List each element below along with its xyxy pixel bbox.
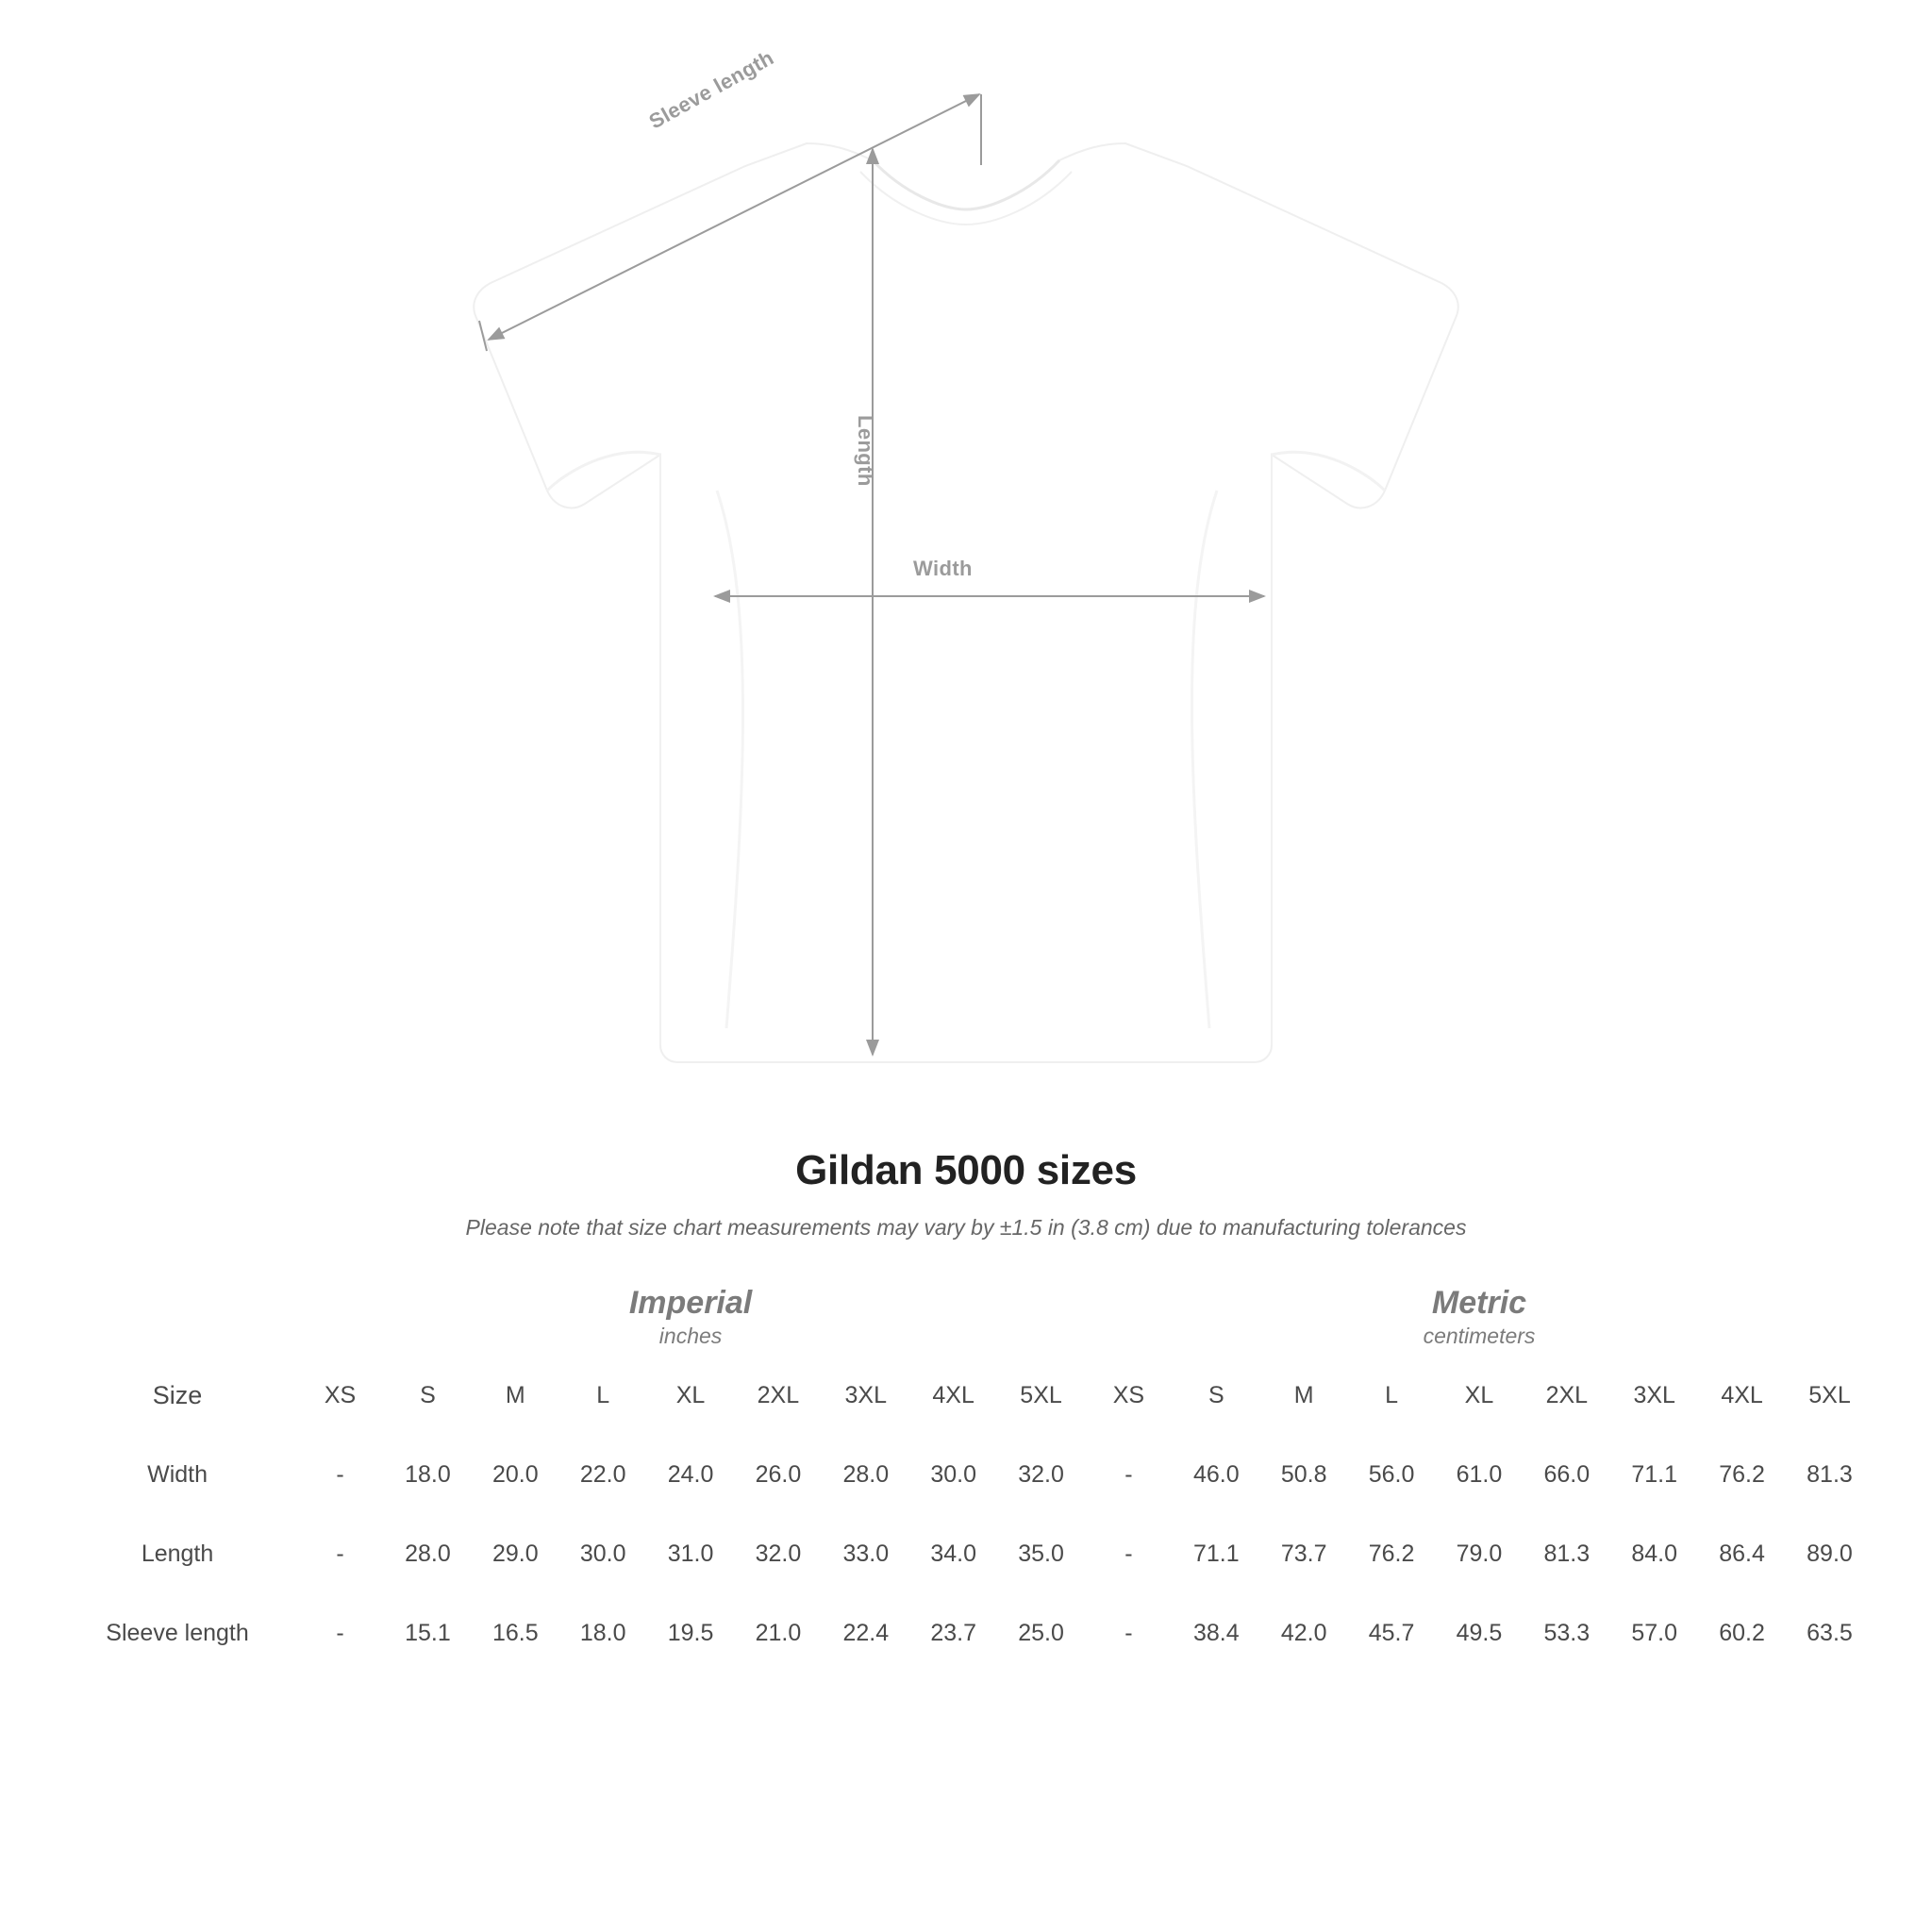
cell-length-imperial-4xl: 34.0 (909, 1514, 997, 1593)
cell-width-metric-xs: - (1085, 1435, 1173, 1514)
cell-length-imperial-s: 28.0 (384, 1514, 472, 1593)
cell-width-imperial-m: 20.0 (472, 1435, 559, 1514)
cell-length-metric-4xl: 86.4 (1698, 1514, 1786, 1593)
size-header-imperial-2xl: 2XL (734, 1356, 822, 1435)
cell-length-imperial-2xl: 32.0 (734, 1514, 822, 1593)
cell-sleeve-imperial-4xl: 23.7 (909, 1593, 997, 1673)
cell-width-metric-2xl: 66.0 (1523, 1435, 1610, 1514)
cell-sleeve-metric-2xl: 53.3 (1523, 1593, 1610, 1673)
cell-sleeve-metric-xl: 49.5 (1436, 1593, 1524, 1673)
table-row (58, 1514, 1874, 1593)
size-header-imperial-4xl: 4XL (909, 1356, 997, 1435)
size-header-metric-s: S (1173, 1356, 1260, 1435)
row-label-width: Width (58, 1435, 296, 1514)
sleeve-length-label: Sleeve length (644, 45, 778, 134)
cell-sleeve-metric-3xl: 57.0 (1610, 1593, 1698, 1673)
cell-length-metric-2xl: 81.3 (1523, 1514, 1610, 1593)
cell-length-imperial-5xl: 35.0 (997, 1514, 1085, 1593)
size-table-wrapper (58, 1276, 1874, 1673)
unit-header-metric (1085, 1276, 1874, 1356)
size-header-imperial-xl: XL (647, 1356, 735, 1435)
cell-sleeve-metric-xs: - (1085, 1593, 1173, 1673)
size-header-imperial-s: S (384, 1356, 472, 1435)
cell-length-metric-l: 76.2 (1348, 1514, 1436, 1593)
size-table (58, 1276, 1874, 1673)
table-row (58, 1435, 1874, 1514)
cell-sleeve-imperial-3xl: 22.4 (822, 1593, 909, 1673)
cell-sleeve-metric-s: 38.4 (1173, 1593, 1260, 1673)
size-header-imperial-3xl: 3XL (822, 1356, 909, 1435)
cell-sleeve-imperial-xs: - (296, 1593, 384, 1673)
unit-header-row (58, 1276, 1874, 1356)
size-header-imperial-m: M (472, 1356, 559, 1435)
cell-width-metric-s: 46.0 (1173, 1435, 1260, 1514)
cell-width-metric-5xl: 81.3 (1786, 1435, 1874, 1514)
cell-width-metric-l: 56.0 (1348, 1435, 1436, 1514)
row-label-sleeve-length: Sleeve length (58, 1593, 296, 1673)
cell-width-metric-3xl: 71.1 (1610, 1435, 1698, 1514)
cell-sleeve-metric-5xl: 63.5 (1786, 1593, 1874, 1673)
size-header-metric-5xl: 5XL (1786, 1356, 1874, 1435)
cell-length-metric-5xl: 89.0 (1786, 1514, 1874, 1593)
cell-width-imperial-l: 22.0 (559, 1435, 647, 1514)
cell-length-imperial-l: 30.0 (559, 1514, 647, 1593)
cell-sleeve-imperial-s: 15.1 (384, 1593, 472, 1673)
cell-width-imperial-2xl: 26.0 (734, 1435, 822, 1514)
size-header-metric-m: M (1260, 1356, 1348, 1435)
cell-width-imperial-s: 18.0 (384, 1435, 472, 1514)
tolerance-note: Please note that size chart measurements may vary by ±1.5 in (3.8 cm) due to manufacturing tolerances (465, 1215, 1467, 1240)
title-block (0, 1147, 1932, 1241)
size-header-imperial-xs: XS (296, 1356, 384, 1435)
unit-header-imperial (296, 1276, 1085, 1356)
size-header-metric-4xl: 4XL (1698, 1356, 1786, 1435)
cell-sleeve-imperial-l: 18.0 (559, 1593, 647, 1673)
cell-width-metric-4xl: 76.2 (1698, 1435, 1786, 1514)
cell-width-imperial-xs: - (296, 1435, 384, 1514)
length-label: Length (854, 415, 877, 487)
tshirt-shape (474, 143, 1457, 1062)
size-header-metric-3xl: 3XL (1610, 1356, 1698, 1435)
cell-length-imperial-xl: 31.0 (647, 1514, 735, 1593)
size-header-metric-xl: XL (1436, 1356, 1524, 1435)
cell-width-imperial-3xl: 28.0 (822, 1435, 909, 1514)
size-header-row (58, 1356, 1874, 1435)
size-header-imperial-l: L (559, 1356, 647, 1435)
cell-width-metric-xl: 61.0 (1436, 1435, 1524, 1514)
size-header-imperial-5xl: 5XL (997, 1356, 1085, 1435)
cell-width-imperial-4xl: 30.0 (909, 1435, 997, 1514)
cell-length-imperial-xs: - (296, 1514, 384, 1593)
unit-header-spacer (58, 1276, 296, 1356)
cell-width-imperial-5xl: 32.0 (997, 1435, 1085, 1514)
size-header-metric-l: L (1348, 1356, 1436, 1435)
page-title: Gildan 5000 sizes (795, 1147, 1137, 1193)
unit-imperial-sub: inches (658, 1323, 723, 1348)
cell-length-metric-3xl: 84.0 (1610, 1514, 1698, 1593)
cell-sleeve-imperial-5xl: 25.0 (997, 1593, 1085, 1673)
unit-metric-name: Metric (1431, 1285, 1527, 1322)
cell-length-metric-s: 71.1 (1173, 1514, 1260, 1593)
cell-length-imperial-3xl: 33.0 (822, 1514, 909, 1593)
cell-sleeve-metric-4xl: 60.2 (1698, 1593, 1786, 1673)
row-label-length: Length (58, 1514, 296, 1593)
cell-length-imperial-m: 29.0 (472, 1514, 559, 1593)
cell-sleeve-imperial-xl: 19.5 (647, 1593, 735, 1673)
size-header-label: Size (58, 1356, 296, 1435)
width-label: Width (913, 557, 973, 580)
cell-sleeve-metric-m: 42.0 (1260, 1593, 1348, 1673)
cell-length-metric-m: 73.7 (1260, 1514, 1348, 1593)
cell-length-metric-xl: 79.0 (1436, 1514, 1524, 1593)
unit-metric-sub: centimeters (1423, 1323, 1536, 1348)
size-header-metric-2xl: 2XL (1523, 1356, 1610, 1435)
cell-width-imperial-xl: 24.0 (647, 1435, 735, 1514)
cell-width-metric-m: 50.8 (1260, 1435, 1348, 1514)
cell-sleeve-metric-l: 45.7 (1348, 1593, 1436, 1673)
table-row (58, 1593, 1874, 1673)
cell-sleeve-imperial-m: 16.5 (472, 1593, 559, 1673)
cell-sleeve-imperial-2xl: 21.0 (734, 1593, 822, 1673)
size-header-metric-xs: XS (1085, 1356, 1173, 1435)
cell-length-metric-xs: - (1085, 1514, 1173, 1593)
unit-imperial-name: Imperial (628, 1285, 753, 1322)
